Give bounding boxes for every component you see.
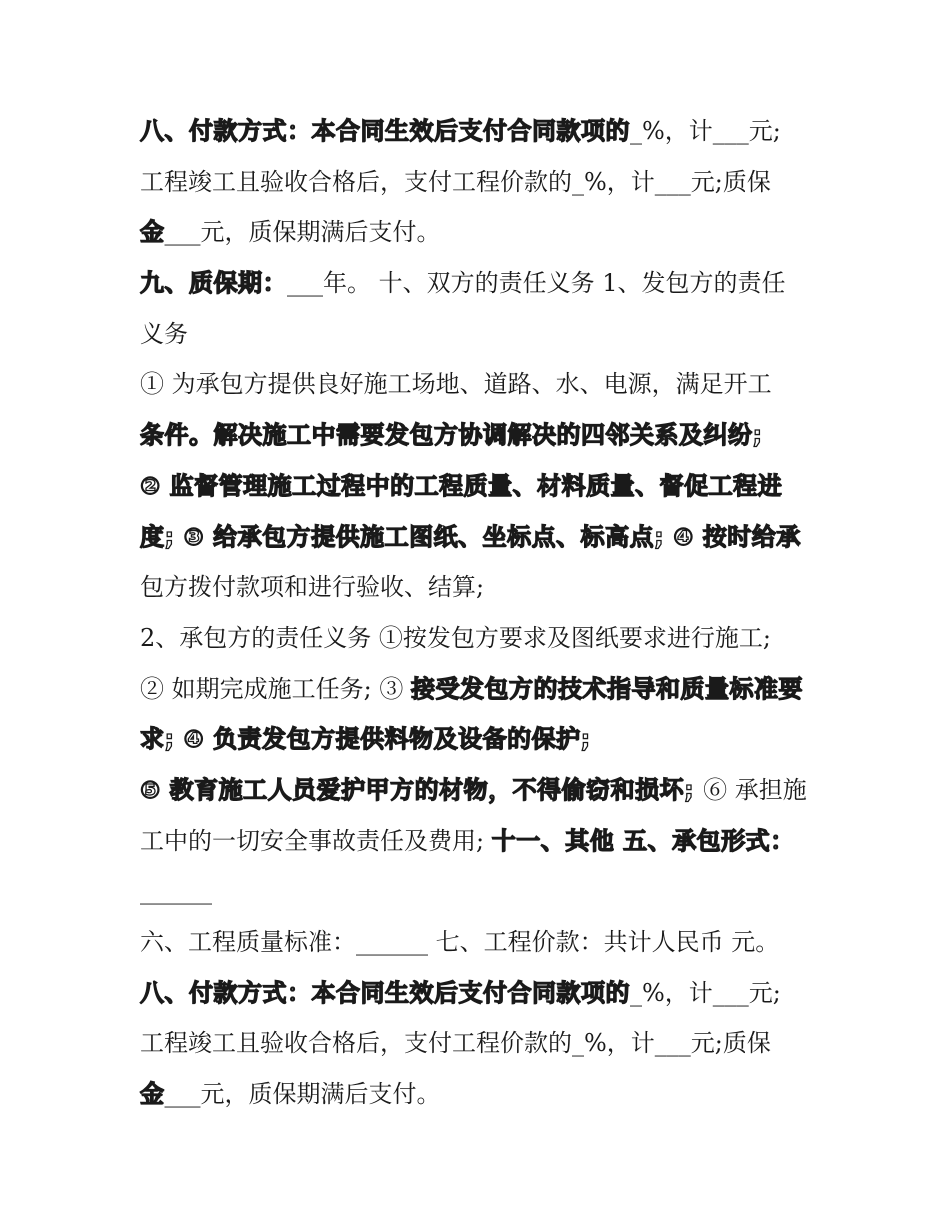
text-span: 求; ④ 负责发包方提供料物及设备的保护;: [140, 725, 591, 754]
text-span: ⑤ 教育施工人员爱护甲方的材物，不得偷窃和损坏;: [140, 775, 704, 804]
text-span: _%，计___元;: [630, 117, 781, 145]
text-span: 八、付款方式：本合同生效后支付合同款项的: [140, 117, 630, 145]
text-span: ① 为承包方提供良好施工场地、道路、水、电源，满足开工: [140, 370, 772, 399]
text-line: [140, 816, 820, 867]
text-line: [140, 410, 820, 461]
text-span: 条件。解决施工中需要发包方协调解决的四邻关系及纠纷;: [140, 421, 763, 450]
text-span: 金: [140, 1080, 165, 1109]
text-span: _%，计___元;: [630, 978, 781, 1007]
text-span: 九、质保期：: [140, 269, 287, 298]
contract-text: [140, 106, 820, 1120]
text-line: [140, 309, 820, 360]
text-line: [140, 613, 820, 664]
text-line: [140, 664, 820, 715]
text-line: [140, 106, 820, 157]
text-line: [140, 359, 820, 410]
text-span: 度; ③ 给承包方提供施工图纸、坐标点、标高点; ④ 按时给承: [140, 522, 801, 551]
text-span: ② 监督管理施工过程中的工程质量、材料质量、督促工程进: [140, 471, 783, 500]
text-line: [140, 1069, 820, 1120]
text-line: [140, 157, 820, 208]
text-line: [140, 917, 820, 968]
text-line: [140, 765, 820, 816]
text-span: 接受发包方的技术指导和质量标准要: [410, 674, 803, 703]
text-line: [140, 1018, 820, 1069]
text-span: ______: [140, 877, 212, 906]
text-span: 包方拨付款项和进行验收、结算;: [140, 573, 485, 602]
text-line: [140, 512, 820, 563]
text-span: ② 如期完成施工任务; ③: [140, 674, 411, 703]
text-span: 十一、其他 五、承包形式：: [491, 826, 795, 855]
text-line: [140, 714, 820, 765]
text-span: 工程竣工且验收合格后，支付工程价款的_%，计___元;质保: [140, 1029, 771, 1058]
text-span: 工程竣工且验收合格后，支付工程价款的_%，计___元;质保: [140, 167, 771, 196]
text-span: 工中的一切安全事故责任及费用;: [140, 826, 492, 855]
text-span: 2、承包方的责任义务 ①按发包方要求及图纸要求进行施工;: [140, 623, 771, 652]
text-line: [140, 461, 820, 512]
text-line: [140, 207, 820, 258]
text-line: [140, 968, 820, 1019]
text-line: [140, 562, 820, 613]
text-span: ___年。 十、双方的责任义务 1、发包方的责任: [287, 269, 786, 298]
text-span: ___元，质保期满后支付。: [164, 218, 441, 247]
text-span: 义务: [140, 319, 188, 348]
text-line: [140, 258, 820, 309]
text-span: ___元，质保期满后支付。: [164, 1080, 441, 1109]
text-span: 六、工程质量标准：______ 七、工程价款：共计人民币 元。: [140, 928, 780, 956]
text-span: ⑥ 承担施: [703, 775, 807, 804]
text-span: 金: [140, 218, 165, 247]
text-span: 八、付款方式：本合同生效后支付合同款项的: [140, 978, 630, 1007]
text-line: [140, 866, 820, 917]
